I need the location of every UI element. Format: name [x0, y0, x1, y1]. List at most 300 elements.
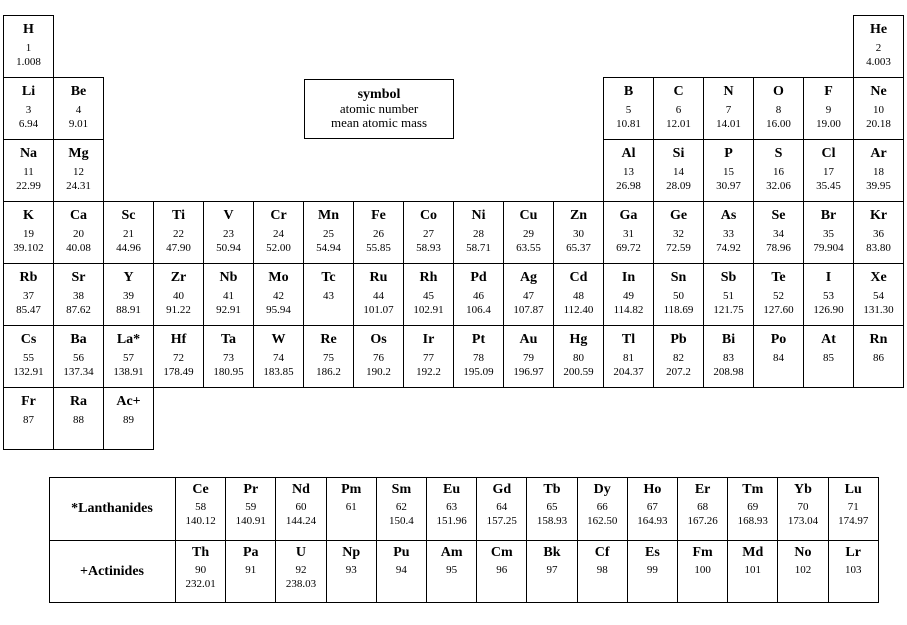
element-atomic-number: 62 [395, 501, 407, 513]
element-symbol: Tm [742, 482, 764, 497]
element-cell-mg [53, 139, 104, 202]
element-atomic-mass: 52.00 [266, 242, 291, 254]
element-atomic-mass: 126.90 [813, 304, 844, 316]
element-symbol: Rh [419, 270, 438, 285]
element-symbol: Ac+ [116, 394, 141, 409]
element-atomic-mass: 20.18 [866, 118, 891, 130]
element-symbol: Mn [318, 208, 339, 223]
element-symbol: Pt [471, 332, 486, 347]
element-atomic-mass: 208.98 [713, 366, 744, 378]
element-atomic-mass: 180.95 [213, 366, 244, 378]
element-atomic-number: 31 [623, 228, 634, 240]
element-symbol: Al [621, 146, 636, 161]
element-atomic-number: 32 [673, 228, 684, 240]
element-atomic-mass: 112.40 [563, 304, 594, 316]
element-atomic-mass: 16.00 [766, 118, 791, 130]
element-atomic-mass: 47.90 [166, 242, 191, 254]
element-atomic-number: 100 [694, 564, 711, 576]
element-symbol: Sm [391, 482, 412, 497]
element-symbol: Bi [721, 332, 736, 347]
element-atomic-number: 1 [25, 42, 32, 54]
element-atomic-mass: 140.12 [185, 515, 216, 527]
element-atomic-mass: 173.04 [787, 515, 819, 527]
element-atomic-mass: 168.93 [737, 515, 768, 527]
element-atomic-number: 33 [723, 228, 734, 240]
element-cell-eu [426, 477, 477, 541]
element-symbol: Y [123, 270, 134, 285]
element-cell-np [326, 540, 377, 603]
element-atomic-number: 101 [744, 564, 762, 576]
element-symbol: Ta [220, 332, 237, 347]
element-atomic-mass: 167.26 [687, 515, 718, 527]
element-cell-ru [353, 263, 404, 326]
element-cell-tb [526, 477, 577, 541]
element-atomic-mass: 157.25 [486, 515, 517, 527]
element-symbol: Na [19, 146, 38, 161]
element-cell-cs [3, 325, 54, 388]
element-atomic-number: 29 [523, 228, 534, 240]
element-atomic-mass: 44.96 [116, 242, 141, 254]
element-atomic-mass: 178.49 [163, 366, 194, 378]
element-atomic-mass: 54.94 [316, 242, 341, 254]
element-symbol: Rb [19, 270, 38, 285]
element-atomic-mass: 83.80 [866, 242, 891, 254]
element-cell-re [303, 325, 354, 388]
element-atomic-number: 43 [323, 290, 334, 302]
element-symbol: Te [771, 270, 786, 285]
element-atomic-mass: 69.72 [616, 242, 641, 254]
element-symbol: No [794, 545, 812, 560]
element-atomic-mass: 106.4 [466, 304, 491, 316]
element-symbol: Re [320, 332, 337, 347]
element-cell-lu [828, 477, 879, 541]
element-atomic-number: 47 [523, 290, 534, 302]
element-atomic-mass: 162.50 [587, 515, 618, 527]
element-symbol: Pa [243, 545, 259, 560]
element-cell-hg [553, 325, 604, 388]
element-cell-be [53, 77, 104, 140]
element-atomic-number: 25 [323, 228, 334, 240]
element-symbol: Sr [71, 270, 86, 285]
element-symbol: Ra [69, 394, 88, 409]
element-atomic-number: 56 [73, 352, 84, 364]
element-cell-u [275, 540, 326, 603]
element-atomic-mass: 204.37 [613, 366, 644, 378]
element-symbol: Th [192, 545, 210, 560]
element-cell-h [3, 15, 54, 78]
element-atomic-mass: 79.904 [813, 242, 844, 254]
element-symbol: Xe [870, 270, 887, 285]
element-atomic-number: 97 [546, 564, 558, 576]
element-symbol: Pm [341, 482, 362, 497]
element-atomic-number: 2 [875, 42, 882, 54]
element-atomic-mass: 50.94 [216, 242, 241, 254]
element-symbol: K [23, 208, 34, 223]
element-atomic-number: 48 [573, 290, 584, 302]
element-symbol: N [723, 84, 734, 99]
element-atomic-mass: 35.45 [816, 180, 841, 192]
element-cell-bi [703, 325, 754, 388]
element-cell-zr [153, 263, 204, 326]
element-symbol: Ce [192, 482, 209, 497]
element-symbol: Es [644, 545, 660, 560]
element-atomic-mass: 1.008 [16, 56, 41, 68]
element-atomic-mass: 132.91 [13, 366, 44, 378]
element-atomic-mass: 55.85 [366, 242, 391, 254]
lanthanides-label: *Lanthanides [71, 500, 153, 516]
element-symbol: B [623, 84, 634, 99]
element-atomic-number: 59 [245, 501, 257, 513]
element-atomic-number: 87 [23, 414, 34, 426]
element-atomic-mass: 114.82 [613, 304, 644, 316]
element-atomic-number: 8 [775, 104, 782, 116]
element-atomic-mass: 150.4 [389, 515, 414, 527]
element-symbol: Lr [845, 545, 861, 560]
element-cell-po [753, 325, 804, 388]
element-cell-y [103, 263, 154, 326]
element-symbol: Kr [869, 208, 888, 223]
element-atomic-mass: 192.2 [416, 366, 441, 378]
element-symbol: Se [771, 208, 786, 223]
element-atomic-mass: 140.91 [235, 515, 266, 527]
element-cell-fr [3, 387, 54, 450]
element-cell-b [603, 77, 654, 140]
element-cell-cu [503, 201, 554, 264]
element-cell-sn [653, 263, 704, 326]
element-atomic-number: 16 [773, 166, 784, 178]
element-cell-in [603, 263, 654, 326]
element-atomic-number: 69 [747, 501, 759, 513]
element-cell-s [753, 139, 804, 202]
element-cell-w [253, 325, 304, 388]
element-cell-ce [175, 477, 226, 541]
element-atomic-number: 6 [675, 104, 682, 116]
element-cell-te [753, 263, 804, 326]
element-cell-lr [828, 540, 879, 603]
element-atomic-mass: 12.01 [666, 118, 691, 130]
element-atomic-number: 80 [573, 352, 584, 364]
element-atomic-number: 65 [546, 501, 558, 513]
element-atomic-number: 63 [446, 501, 458, 513]
element-cell-p [703, 139, 754, 202]
element-atomic-mass: 78.96 [766, 242, 791, 254]
element-symbol: Sn [670, 270, 687, 285]
element-atomic-mass: 6.94 [18, 118, 39, 130]
element-atomic-number: 88 [73, 414, 84, 426]
element-cell-cf [577, 540, 628, 603]
element-symbol: Ir [422, 332, 435, 347]
legend-atomic-number: atomic number [339, 101, 419, 116]
element-symbol: Nd [292, 482, 310, 497]
element-cell-cl [803, 139, 854, 202]
element-atomic-number: 95 [446, 564, 458, 576]
element-cell-rn [853, 325, 904, 388]
element-atomic-number: 93 [345, 564, 357, 576]
element-symbol: Cs [20, 332, 37, 347]
element-atomic-number: 20 [73, 228, 84, 240]
element-cell-cr [253, 201, 304, 264]
element-symbol: W [271, 332, 286, 347]
element-cell-c [653, 77, 704, 140]
element-atomic-number: 67 [646, 501, 658, 513]
element-cell-ag [503, 263, 554, 326]
element-symbol: Ba [70, 332, 87, 347]
element-symbol: Be [70, 84, 87, 99]
element-atomic-number: 58 [195, 501, 207, 513]
element-cell-k [3, 201, 54, 264]
element-atomic-mass: 74.92 [716, 242, 741, 254]
element-symbol: Li [21, 84, 36, 99]
element-symbol: H [23, 22, 34, 37]
element-atomic-number: 18 [873, 166, 884, 178]
element-symbol: Tl [621, 332, 636, 347]
element-symbol: Cr [270, 208, 287, 223]
element-cell-ar [853, 139, 904, 202]
element-atomic-mass: 207.2 [666, 366, 691, 378]
legend-key [304, 79, 454, 139]
element-cell-li [3, 77, 54, 140]
element-atomic-number: 38 [73, 290, 84, 302]
element-atomic-number: 13 [623, 166, 634, 178]
element-atomic-number: 49 [623, 290, 634, 302]
element-cell-pb [653, 325, 704, 388]
element-atomic-mass: 121.75 [713, 304, 744, 316]
element-symbol: Ga [619, 208, 638, 223]
element-cell-mo [253, 263, 304, 326]
element-cell-bk [526, 540, 577, 603]
element-symbol: Lu [844, 482, 862, 497]
element-atomic-mass: 63.55 [516, 242, 541, 254]
element-symbol: Po [770, 332, 787, 347]
element-cell-kr [853, 201, 904, 264]
element-atomic-number: 55 [23, 352, 34, 364]
element-cell-ge [653, 201, 704, 264]
element-atomic-number: 102 [794, 564, 812, 576]
element-atomic-number: 41 [223, 290, 234, 302]
element-atomic-number: 83 [723, 352, 734, 364]
element-atomic-number: 85 [823, 352, 834, 364]
element-symbol: Fm [692, 545, 713, 560]
element-symbol: Hf [170, 332, 187, 347]
element-atomic-number: 10 [873, 104, 884, 116]
element-symbol: Co [419, 208, 438, 223]
element-atomic-number: 103 [844, 564, 862, 576]
element-cell-md [727, 540, 778, 603]
element-atomic-mass: 9.01 [68, 118, 89, 130]
element-atomic-mass: 138.91 [113, 366, 144, 378]
element-symbol: Pu [393, 545, 410, 560]
element-symbol: Np [342, 545, 361, 560]
element-cell-es [627, 540, 678, 603]
element-atomic-mass: 92.91 [216, 304, 241, 316]
element-cell-nb [203, 263, 254, 326]
element-atomic-number: 79 [523, 352, 534, 364]
element-cell-i [803, 263, 854, 326]
element-symbol: Cl [821, 146, 836, 161]
element-cell-sr [53, 263, 104, 326]
element-cell-sc [103, 201, 154, 264]
element-cell-ac [103, 387, 154, 450]
element-symbol: Gd [492, 482, 512, 497]
element-atomic-mass: 39.102 [13, 242, 44, 254]
element-cell-ta [203, 325, 254, 388]
element-atomic-number: 77 [423, 352, 434, 364]
element-cell-dy [577, 477, 628, 541]
element-symbol: U [295, 545, 307, 560]
element-atomic-mass: 186.2 [316, 366, 341, 378]
element-symbol: Tb [543, 482, 561, 497]
element-symbol: Pd [470, 270, 487, 285]
element-atomic-number: 9 [825, 104, 832, 116]
element-symbol: Fr [21, 394, 36, 409]
element-atomic-mass: 28.09 [666, 180, 691, 192]
element-cell-ir [403, 325, 454, 388]
element-atomic-number: 66 [596, 501, 608, 513]
element-symbol: Cm [490, 545, 513, 560]
element-atomic-number: 40 [173, 290, 184, 302]
element-symbol: Ge [669, 208, 688, 223]
element-cell-mn [303, 201, 354, 264]
element-atomic-number: 50 [673, 290, 684, 302]
element-atomic-mass: 196.97 [513, 366, 544, 378]
element-atomic-number: 35 [823, 228, 834, 240]
element-atomic-number: 23 [223, 228, 234, 240]
element-cell-ho [627, 477, 678, 541]
element-atomic-number: 42 [273, 290, 284, 302]
element-atomic-number: 37 [23, 290, 34, 302]
element-atomic-mass: 65.37 [566, 242, 591, 254]
element-atomic-mass: 58.71 [466, 242, 491, 254]
element-cell-pu [376, 540, 427, 603]
element-atomic-mass: 40.08 [66, 242, 91, 254]
element-cell-tl [603, 325, 654, 388]
element-atomic-number: 34 [773, 228, 784, 240]
element-symbol: Nb [219, 270, 238, 285]
element-atomic-number: 64 [496, 501, 508, 513]
element-symbol: Ru [369, 270, 388, 285]
element-symbol: Ne [870, 84, 887, 99]
element-symbol: F [824, 84, 833, 99]
element-cell-pr [225, 477, 276, 541]
element-symbol: C [673, 84, 684, 99]
element-cell-rb [3, 263, 54, 326]
element-atomic-number: 44 [373, 290, 384, 302]
element-cell-hf [153, 325, 204, 388]
element-cell-o [753, 77, 804, 140]
element-atomic-mass: 14.01 [716, 118, 741, 130]
element-cell-at [803, 325, 854, 388]
element-symbol: Eu [443, 482, 461, 497]
element-cell-pa [225, 540, 276, 603]
element-cell-tm [727, 477, 778, 541]
element-cell-am [426, 540, 477, 603]
element-cell-ra [53, 387, 104, 450]
element-atomic-mass: 10.81 [616, 118, 641, 130]
element-atomic-number: 76 [373, 352, 384, 364]
element-atomic-number: 24 [273, 228, 284, 240]
element-atomic-mass: 24.31 [66, 180, 91, 192]
element-symbol: Sc [121, 208, 136, 223]
element-atomic-number: 30 [573, 228, 584, 240]
element-cell-la [103, 325, 154, 388]
element-cell-ni [453, 201, 504, 264]
element-atomic-mass: 174.97 [838, 515, 869, 527]
element-atomic-number: 74 [273, 352, 284, 364]
element-symbol: As [720, 208, 737, 223]
element-symbol: Hg [569, 332, 588, 347]
element-atomic-number: 39 [123, 290, 134, 302]
element-atomic-number: 81 [623, 352, 634, 364]
element-symbol: Mo [268, 270, 289, 285]
element-atomic-mass: 195.09 [463, 366, 494, 378]
element-cell-he [853, 15, 904, 78]
element-atomic-mass: 32.06 [766, 180, 791, 192]
element-atomic-mass: 26.98 [616, 180, 641, 192]
element-symbol: Dy [593, 482, 611, 497]
element-atomic-number: 71 [847, 501, 859, 513]
element-atomic-mass: 131.30 [863, 304, 894, 316]
element-atomic-number: 82 [673, 352, 684, 364]
element-cell-nd [275, 477, 326, 541]
element-atomic-number: 98 [596, 564, 608, 576]
element-cell-br [803, 201, 854, 264]
element-atomic-mass: 91.22 [166, 304, 191, 316]
element-atomic-mass: 85.47 [16, 304, 41, 316]
element-atomic-mass: 22.99 [16, 180, 41, 192]
element-cell-se [753, 201, 804, 264]
element-symbol: In [621, 270, 636, 285]
element-atomic-mass: 4.003 [866, 56, 891, 68]
element-atomic-number: 27 [423, 228, 434, 240]
legend-symbol: symbol [357, 87, 401, 102]
element-symbol: Zn [569, 208, 588, 223]
element-symbol: Cd [569, 270, 588, 285]
element-atomic-mass: 238.03 [285, 578, 317, 590]
element-atomic-mass: 183.85 [263, 366, 294, 378]
element-cell-co [403, 201, 454, 264]
element-cell-fe [353, 201, 404, 264]
element-cell-al [603, 139, 654, 202]
element-atomic-number: 21 [123, 228, 134, 240]
element-atomic-mass: 190.2 [366, 366, 391, 378]
element-atomic-number: 54 [873, 290, 884, 302]
element-atomic-number: 12 [73, 166, 84, 178]
element-atomic-number: 15 [723, 166, 734, 178]
element-symbol: Ca [69, 208, 88, 223]
element-cell-gd [476, 477, 527, 541]
element-atomic-number: 61 [345, 501, 357, 513]
element-atomic-mass: 200.59 [563, 366, 594, 378]
element-symbol: Ag [519, 270, 538, 285]
element-atomic-mass: 127.60 [763, 304, 794, 316]
element-cell-rh [403, 263, 454, 326]
element-atomic-number: 73 [223, 352, 234, 364]
element-cell-no [777, 540, 828, 603]
element-atomic-number: 3 [25, 104, 32, 116]
element-atomic-number: 5 [625, 104, 632, 116]
element-atomic-mass: 118.69 [663, 304, 694, 316]
element-cell-cm [476, 540, 527, 603]
element-atomic-number: 60 [295, 501, 307, 513]
element-atomic-number: 22 [173, 228, 184, 240]
element-cell-os [353, 325, 404, 388]
element-atomic-number: 28 [473, 228, 484, 240]
element-symbol: Sb [720, 270, 737, 285]
element-symbol: P [724, 146, 733, 161]
element-cell-sb [703, 263, 754, 326]
element-symbol: La* [116, 332, 141, 347]
element-atomic-number: 78 [473, 352, 484, 364]
